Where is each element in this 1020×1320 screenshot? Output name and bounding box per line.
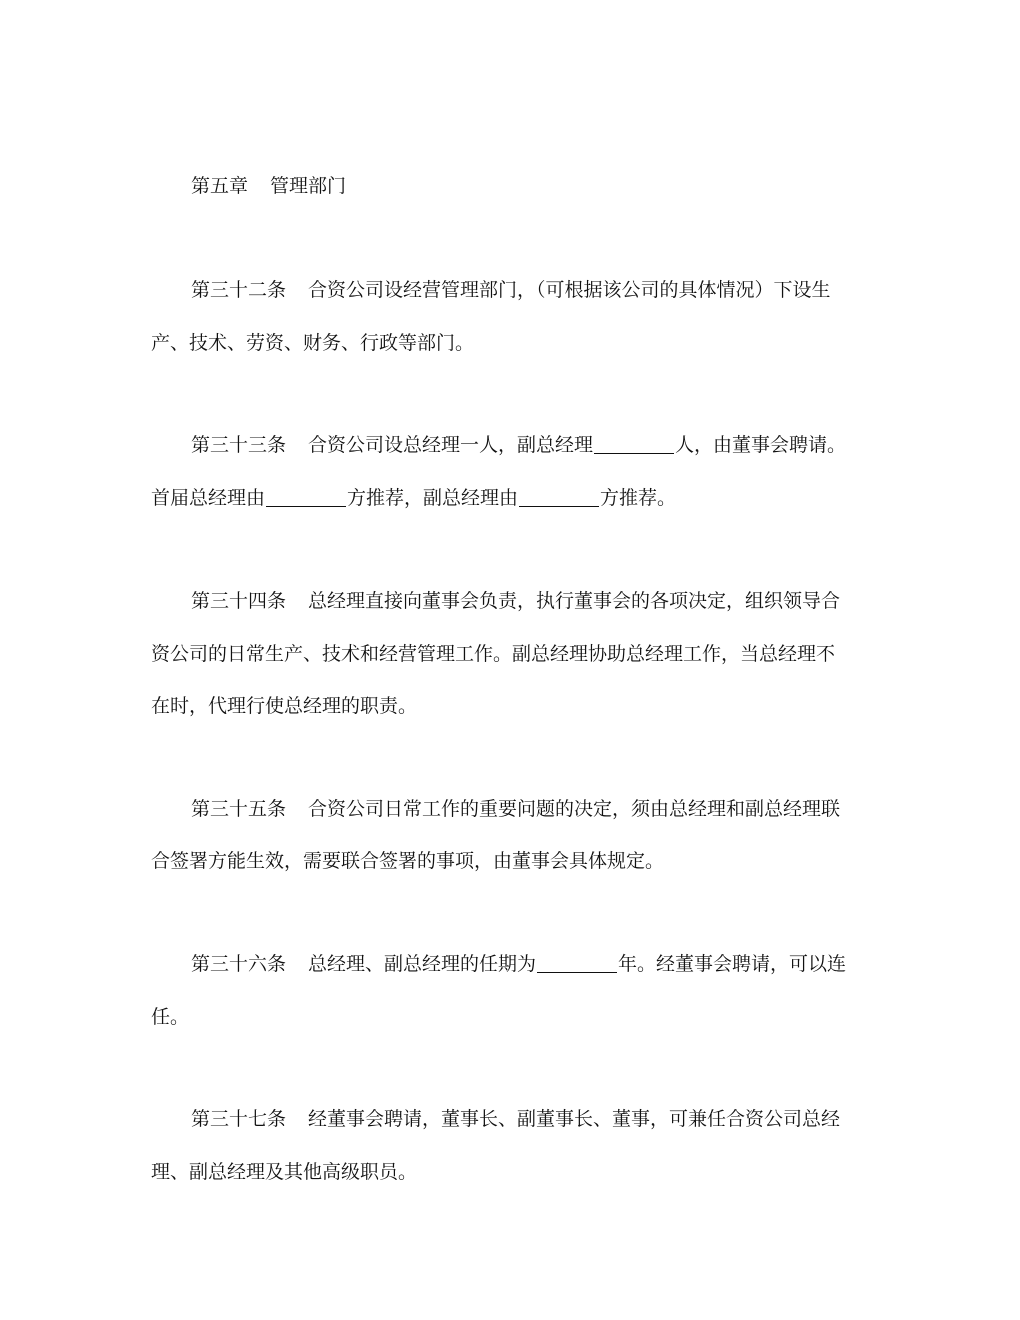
article-number: 第三十二条 [191, 279, 287, 301]
article-text: 方推荐。 [600, 487, 677, 509]
article-text: 合资公司设总经理一人，副总经理 [308, 434, 594, 456]
article-34-line-3 [151, 693, 417, 719]
fill-in-blank [537, 952, 617, 973]
article-36-line-1 [191, 951, 846, 977]
article-text: 合资公司日常工作的重要问题的决定，须由总经理和副总经理联 [308, 798, 841, 820]
article-text: 人，由董事会聘请。 [675, 434, 847, 456]
article-text: 理、副总经理及其他高级职员。 [151, 1161, 418, 1183]
article-text: 首届总经理由 [151, 487, 266, 509]
article-text: 合资公司设经营管理部门，（可根据该公司的具体情况）下设生 [308, 279, 831, 301]
article-37-line-1 [191, 1106, 840, 1132]
article-36-line-2 [151, 1004, 189, 1030]
article-number: 第三十三条 [191, 434, 287, 456]
article-text: 在时，代理行使总经理的职责。 [151, 695, 418, 717]
article-32-line-1 [191, 277, 831, 303]
fill-in-blank [594, 433, 674, 454]
fill-in-blank [266, 486, 346, 507]
article-35-line-2 [151, 848, 664, 874]
article-33-line-1 [191, 432, 846, 458]
fill-in-blank [519, 486, 599, 507]
article-number: 第三十六条 [191, 953, 287, 975]
article-34-line-2 [151, 641, 835, 667]
article-text: 合签署方能生效，需要联合签署的事项，由董事会具体规定。 [151, 850, 665, 872]
article-text: 方推荐，副总经理由 [347, 487, 519, 509]
article-37-line-2 [151, 1159, 417, 1185]
article-text: 总经理直接向董事会负责，执行董事会的各项决定，组织领导合 [308, 590, 841, 612]
chapter-title: 管理部门 [270, 175, 347, 197]
article-34-line-1 [191, 588, 840, 614]
chapter-heading [191, 173, 346, 199]
article-text: 总经理、副总经理的任期为 [308, 953, 537, 975]
article-35-line-1 [191, 796, 840, 822]
article-32-line-2 [151, 330, 474, 356]
article-33-line-2 [151, 485, 676, 511]
article-text: 资公司的日常生产、技术和经营管理工作。副总经理协助总经理工作，当总经理不 [151, 643, 836, 665]
article-text: 产、技术、劳资、财务、行政等部门。 [151, 332, 475, 354]
article-text: 经董事会聘请，董事长、副董事长、董事，可兼任合资公司总经 [308, 1108, 841, 1130]
article-number: 第三十五条 [191, 798, 287, 820]
article-text: 任。 [151, 1006, 190, 1028]
article-number: 第三十四条 [191, 590, 287, 612]
article-number: 第三十七条 [191, 1108, 287, 1130]
chapter-label: 第五章 [191, 175, 249, 197]
article-text: 年。经董事会聘请，可以连 [618, 953, 847, 975]
